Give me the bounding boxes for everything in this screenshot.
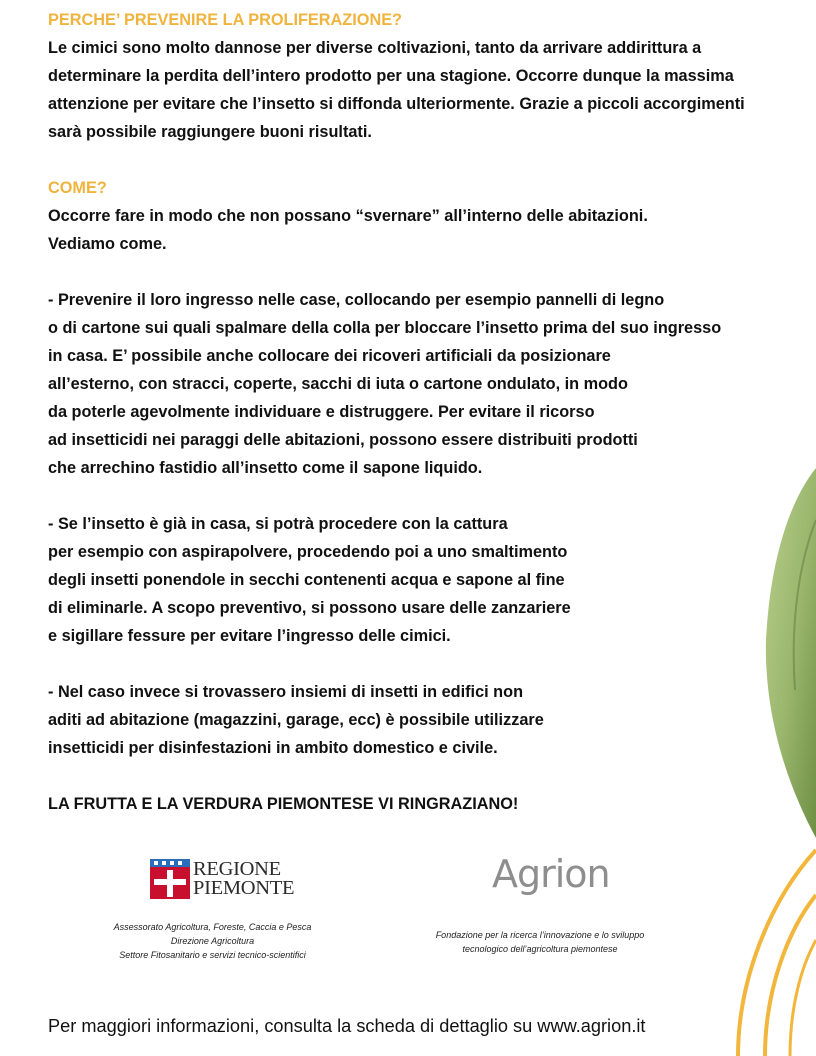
- paragraph-line: - Nel caso invece si trovassero insiemi di insetti in edifici non: [48, 683, 524, 701]
- decorative-arcs: [738, 850, 816, 1056]
- section-heading: COME?: [48, 179, 107, 197]
- piemonte-line: PIEMONTE: [193, 877, 295, 899]
- paragraph: [48, 6, 816, 146]
- paragraph-line: Vediamo come.: [48, 235, 167, 253]
- paragraph: [48, 174, 816, 258]
- paragraph: [48, 790, 816, 818]
- footer-info: Per maggiori informazioni, consulta la scheda di dettaglio su www.agrion.it: [48, 1016, 646, 1036]
- regione-piemonte-flag-icon: [150, 859, 190, 899]
- regione-caption-line: Settore Fitosanitario e servizi tecnico-scientifici: [119, 950, 306, 960]
- regione-line: REGIONE: [193, 858, 281, 880]
- regione-caption: [90, 920, 335, 962]
- paragraph-line: di eliminarle. A scopo preventivo, si possono usare delle zanzariere: [48, 599, 571, 617]
- paragraph-line: aditi ad abitazione (magazzini, garage, ecc) è possibile utilizzare: [48, 711, 544, 729]
- regione-caption-line: Direzione Agricoltura: [170, 936, 255, 946]
- regione-caption-line: Assessorato Agricoltura, Foreste, Caccia e Pesca: [113, 922, 312, 932]
- paragraph: [48, 510, 816, 650]
- agrion-caption-line: Fondazione per la ricerca l’innovazione e lo sviluppo: [435, 930, 645, 940]
- paragraph-line: attenzione per evitare che l’insetto si diffonda ulteriormente. Grazie a piccoli accorgimenti: [48, 95, 745, 113]
- paragraph-line: all’esterno, con stracci, coperte, sacchi di iuta o cartone ondulato, in modo: [48, 375, 628, 393]
- paragraph-line: Le cimici sono molto dannose per diverse coltivazioni, tanto da arrivare addirittura a: [48, 39, 702, 57]
- paragraph-line: determinare la perdita dell’intero prodotto per una stagione. Occorre dunque la massima: [48, 67, 734, 85]
- paragraph-line: LA FRUTTA E LA VERDURA PIEMONTESE VI RINGRAZIANO!: [48, 795, 519, 813]
- agrion-caption-line: tecnologico dell’agricoltura piemontese: [462, 944, 618, 954]
- paragraph-line: - Prevenire il loro ingresso nelle case, collocando per esempio pannelli di legno: [48, 291, 665, 309]
- section-heading: PERCHE’ PREVENIRE LA PROLIFERAZIONE?: [48, 11, 403, 29]
- paragraph-line: e sigillare fessure per evitare l’ingresso delle cimici.: [48, 627, 451, 645]
- paragraph: [48, 286, 816, 482]
- paragraph-line: insetticidi per disinfestazioni in ambito domestico e civile.: [48, 739, 498, 757]
- regione-piemonte-wordmark: [193, 860, 294, 898]
- paragraph-line: che arrechino fastidio all’insetto come il sapone liquido.: [48, 459, 483, 477]
- regione-piemonte-logo: [150, 859, 294, 899]
- paragraph-line: - Se l’insetto è già in casa, si potrà procedere con la cattura: [48, 515, 508, 533]
- paragraph-line: ad insetticidi nei paraggi delle abitazioni, possono essere distribuiti prodotti: [48, 431, 638, 449]
- paragraph-line: o di cartone sui quali spalmare della colla per bloccare l’insetto prima del suo ingresso: [48, 319, 722, 337]
- agrion-logo: Agrion: [492, 852, 610, 896]
- paragraph-line: da poterle agevolmente individuare e distruggere. Per evitare il ricorso: [48, 403, 595, 421]
- paragraph-line: sarà possibile raggiungere buoni risultati.: [48, 123, 372, 141]
- paragraph: [48, 678, 816, 762]
- paragraph-line: in casa. E’ possibile anche collocare dei ricoveri artificiali da posizionare: [48, 347, 611, 365]
- article-text: [48, 6, 816, 846]
- agrion-caption: [400, 928, 680, 956]
- paragraph-line: Occorre fare in modo che non possano “svernare” all’interno delle abitazioni.: [48, 207, 648, 225]
- paragraph-line: degli insetti ponendole in secchi contenenti acqua e sapone al fine: [48, 571, 565, 589]
- paragraph-line: per esempio con aspirapolvere, procedendo poi a uno smaltimento: [48, 543, 568, 561]
